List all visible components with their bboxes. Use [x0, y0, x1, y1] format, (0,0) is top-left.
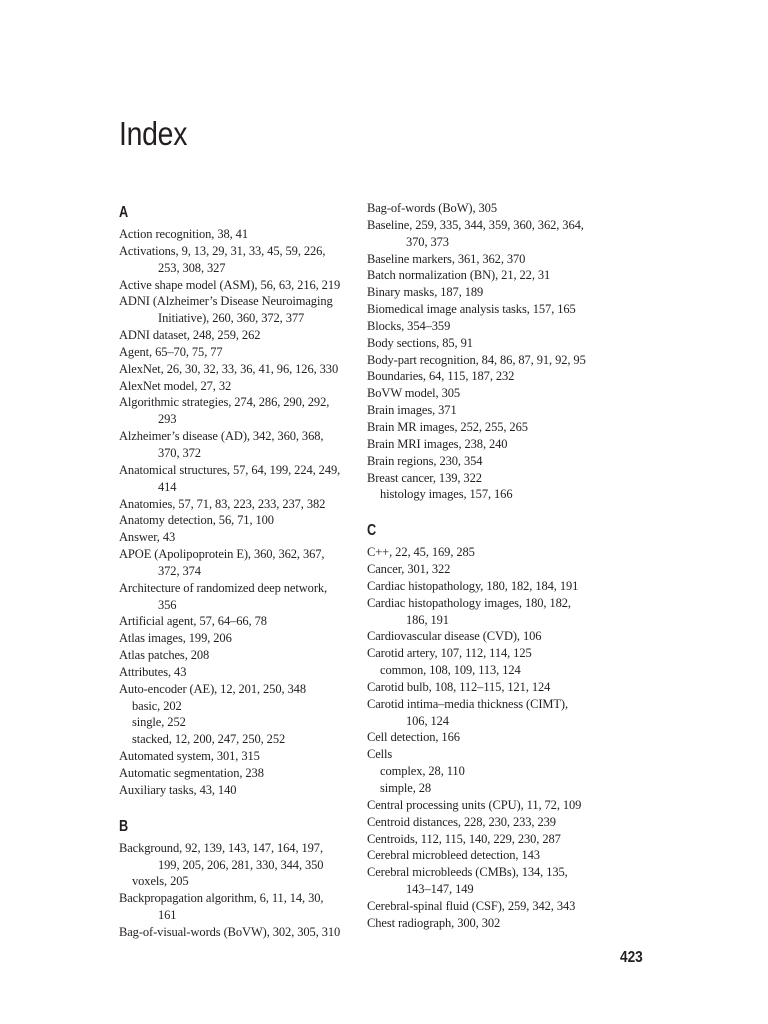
index-entry-continuation: Initiative), 260, 360, 372, 377 — [158, 311, 305, 326]
page-number: 423 — [620, 949, 643, 966]
index-entry: Answer, 43 — [119, 530, 176, 545]
index-entry: AlexNet model, 27, 32 — [119, 378, 232, 393]
page-title: Index — [119, 115, 188, 152]
index-entry: Brain images, 371 — [367, 403, 457, 418]
index-entry: Atlas images, 199, 206 — [119, 631, 232, 646]
index-entry: Agent, 65–70, 75, 77 — [119, 344, 223, 359]
index-entry-continuation: 370, 372 — [158, 445, 201, 460]
index-entry: Activations, 9, 13, 29, 31, 33, 45, 59, 226, — [119, 243, 326, 258]
index-entry: Chest radiograph, 300, 302 — [367, 915, 501, 930]
index-entry: Background, 92, 139, 143, 147, 164, 197, — [119, 840, 323, 855]
index-entry-continuation: 414 — [158, 479, 177, 494]
index-entry: Binary masks, 187, 189 — [367, 285, 484, 300]
index-entry: Artificial agent, 57, 64–66, 78 — [119, 614, 267, 629]
index-subentry: single, 252 — [132, 715, 186, 730]
index-entry: Bag-of-words (BoW), 305 — [367, 201, 497, 215]
index-entry: Cardiovascular disease (CVD), 106 — [367, 629, 542, 644]
index-entry: Cells — [367, 747, 393, 762]
index-entry: Blocks, 354–359 — [367, 318, 451, 333]
index-entry: Auto-encoder (AE), 12, 201, 250, 348 — [119, 681, 306, 696]
index-subentry: basic, 202 — [132, 698, 182, 713]
index-entry: Carotid intima–media thickness (CIMT), — [367, 696, 569, 711]
index-column-left — [119, 200, 357, 941]
index-entry-continuation: 199, 205, 206, 281, 330, 344, 350 — [158, 857, 324, 872]
index-entry: Automatic segmentation, 238 — [119, 766, 264, 780]
index-entry: Cerebral microbleed detection, 143 — [367, 848, 540, 863]
index-entry: Cardiac histopathology images, 180, 182, — [367, 595, 571, 610]
index-entry: ADNI (Alzheimer’s Disease Neuroimaging — [119, 294, 333, 309]
index-entry: Body-part recognition, 84, 86, 87, 91, 92, 95 — [367, 352, 586, 367]
index-subentry: complex, 28, 110 — [380, 764, 465, 779]
index-entry: Anatomical structures, 57, 64, 199, 224, 249, — [119, 462, 341, 477]
index-entry: Attributes, 43 — [119, 664, 187, 679]
index-entry: BoVW model, 305 — [367, 386, 461, 401]
index-subentry: common, 108, 109, 113, 124 — [380, 663, 521, 678]
index-entry: Boundaries, 64, 115, 187, 232 — [367, 369, 515, 384]
index-entry: Anatomy detection, 56, 71, 100 — [119, 513, 274, 528]
index-entry: Cerebral-spinal fluid (CSF), 259, 342, 343 — [367, 898, 576, 913]
section-letter-c: C — [367, 522, 377, 540]
index-entry: Anatomies, 57, 71, 83, 223, 233, 237, 382 — [119, 496, 326, 511]
index-entry-continuation: 186, 191 — [406, 612, 449, 627]
index-entry: Carotid bulb, 108, 112–115, 121, 124 — [367, 679, 551, 694]
index-entry: Alzheimer’s disease (AD), 342, 360, 368, — [119, 429, 324, 444]
index-entry: Active shape model (ASM), 56, 63, 216, 219 — [119, 277, 341, 292]
index-entry-continuation: 293 — [158, 412, 177, 427]
index-entry: Auxiliary tasks, 43, 140 — [119, 782, 237, 797]
index-entry: C++, 22, 45, 169, 285 — [367, 545, 475, 560]
index-entry-continuation: 161 — [158, 908, 177, 923]
index-entry: Bag-of-visual-words (BoVW), 302, 305, 310 — [119, 924, 341, 939]
index-entry: Centroid distances, 228, 230, 233, 239 — [367, 814, 556, 829]
index-entry-continuation: 356 — [158, 597, 177, 612]
section-letter-b: B — [119, 817, 129, 835]
index-column-right — [367, 200, 617, 932]
index-entry-continuation: 372, 374 — [158, 563, 201, 578]
index-entry: Body sections, 85, 91 — [367, 335, 473, 350]
index-entry: Central processing units (CPU), 11, 72, 109 — [367, 797, 582, 812]
index-entry: ADNI dataset, 248, 259, 262 — [119, 328, 261, 343]
index-entry-continuation: 143–147, 149 — [406, 882, 474, 897]
index-entry: Backpropagation algorithm, 6, 11, 14, 30, — [119, 891, 324, 906]
index-entry: Batch normalization (BN), 21, 22, 31 — [367, 268, 551, 283]
index-subentry: stacked, 12, 200, 247, 250, 252 — [132, 732, 286, 747]
index-entry: Atlas patches, 208 — [119, 648, 210, 663]
index-entry: Brain MRI images, 238, 240 — [367, 436, 508, 451]
index-entry-continuation: 370, 373 — [406, 234, 449, 249]
index-entry-continuation: 253, 308, 327 — [158, 260, 226, 275]
index-entry: Cell detection, 166 — [367, 730, 460, 745]
index-entry: Brain regions, 230, 354 — [367, 453, 483, 468]
index-entry: Cerebral microbleeds (CMBs), 134, 135, — [367, 865, 568, 880]
index-entry: Automated system, 301, 315 — [119, 749, 260, 764]
section-letter-a: A — [119, 204, 129, 221]
index-entry: Breast cancer, 139, 322 — [367, 470, 482, 485]
index-entry: Carotid artery, 107, 112, 114, 125 — [367, 646, 532, 661]
index-entry: Biomedical image analysis tasks, 157, 165 — [367, 302, 576, 317]
index-subentry: voxels, 205 — [132, 874, 189, 889]
index-subentry: histology images, 157, 166 — [380, 487, 513, 502]
index-entry: AlexNet, 26, 30, 32, 33, 36, 41, 96, 126, 330 — [119, 361, 339, 376]
index-subentry: simple, 28 — [380, 781, 432, 795]
index-entry: Architecture of randomized deep network, — [119, 580, 328, 595]
index-entry: Algorithmic strategies, 274, 286, 290, 292, — [119, 395, 330, 410]
index-entry: APOE (Apolipoprotein E), 360, 362, 367, — [119, 547, 325, 562]
index-entry: Cancer, 301, 322 — [367, 562, 451, 577]
index-entry: Baseline markers, 361, 362, 370 — [367, 251, 526, 266]
index-entry: Centroids, 112, 115, 140, 229, 230, 287 — [367, 831, 561, 846]
index-entry: Action recognition, 38, 41 — [119, 227, 248, 241]
index-entry-continuation: 106, 124 — [406, 713, 449, 728]
index-entry: Brain MR images, 252, 255, 265 — [367, 419, 528, 434]
index-entry: Cardiac histopathology, 180, 182, 184, 191 — [367, 578, 579, 593]
index-entry: Baseline, 259, 335, 344, 359, 360, 362, 364, — [367, 217, 584, 232]
